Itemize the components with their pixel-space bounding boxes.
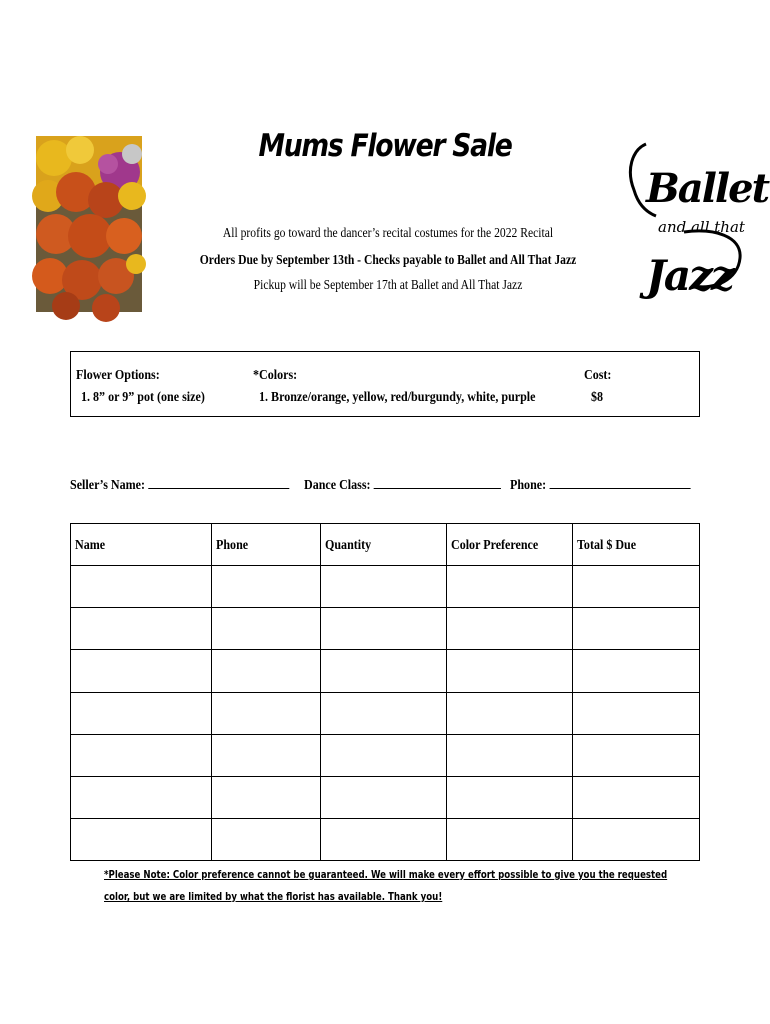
dance-class-label: Dance Class: [304, 478, 371, 493]
svg-text:and all that: and all that [658, 218, 745, 236]
color-cell[interactable] [447, 734, 573, 776]
name-cell[interactable] [71, 566, 212, 608]
pickup-line: Pickup will be September 17th at Ballet and All That Jazz [253, 277, 523, 292]
total-cell[interactable] [573, 692, 700, 734]
name-cell[interactable] [71, 734, 212, 776]
header-quantity: Quantity [321, 524, 447, 566]
order-table [70, 523, 700, 861]
total-cell[interactable] [573, 776, 700, 818]
total-cell[interactable] [573, 650, 700, 692]
header-name: Name [71, 524, 212, 566]
flower-options-box [70, 351, 700, 417]
color-cell[interactable] [447, 566, 573, 608]
flower-options-item: 1. 8” or 9” pot (one size) [81, 390, 205, 405]
color-cell[interactable] [447, 608, 573, 650]
quantity-cell[interactable] [321, 776, 447, 818]
phone-cell[interactable] [211, 566, 321, 608]
dance-class-blank[interactable] [374, 476, 501, 489]
phone-cell[interactable] [211, 776, 321, 818]
name-cell[interactable] [71, 650, 212, 692]
total-cell[interactable] [573, 818, 700, 860]
total-cell[interactable] [573, 608, 700, 650]
quantity-cell[interactable] [321, 650, 447, 692]
name-cell[interactable] [71, 608, 212, 650]
total-cell[interactable] [573, 566, 700, 608]
table-row[interactable] [71, 818, 700, 860]
colors-label: *Colors: [253, 368, 298, 383]
cost-label: Cost: [584, 368, 612, 383]
color-cell[interactable] [447, 818, 573, 860]
color-preference-note: *Please Note: Color preference cannot be guaranteed. We will make every effort possible to give you the requested color, but we are limited by what the florist has available. Thank you! [104, 869, 668, 903]
total-cell[interactable] [573, 734, 700, 776]
header-total-due: Total $ Due [573, 524, 700, 566]
table-row[interactable] [71, 734, 700, 776]
flower-options-label: Flower Options: [76, 368, 160, 383]
orders-due-line: Orders Due by September 13th - Checks payable to Ballet and All That Jazz [199, 252, 577, 267]
quantity-cell[interactable] [321, 566, 447, 608]
color-cell[interactable] [447, 776, 573, 818]
name-cell[interactable] [71, 692, 212, 734]
quantity-cell[interactable] [321, 734, 447, 776]
phone-cell[interactable] [211, 608, 321, 650]
seller-name-label: Seller’s Name: [70, 478, 145, 493]
phone-cell[interactable] [211, 818, 321, 860]
name-cell[interactable] [71, 776, 212, 818]
phone-label: Phone: [510, 478, 547, 493]
quantity-cell[interactable] [321, 692, 447, 734]
phone-cell[interactable] [211, 650, 321, 692]
phone-cell[interactable] [211, 734, 321, 776]
svg-text:Ballet: Ballet [646, 165, 769, 212]
phone-blank[interactable] [549, 476, 690, 489]
header-color-preference: Color Preference [447, 524, 573, 566]
quantity-cell[interactable] [321, 608, 447, 650]
table-row[interactable] [71, 650, 700, 692]
quantity-cell[interactable] [321, 818, 447, 860]
table-row[interactable] [71, 776, 700, 818]
name-cell[interactable] [71, 818, 212, 860]
page-title: Mums Flower Sale [258, 128, 512, 164]
color-cell[interactable] [447, 650, 573, 692]
table-row[interactable] [71, 608, 700, 650]
dance-class-field[interactable] [304, 476, 501, 494]
table-row[interactable] [71, 692, 700, 734]
svg-text:Jazz: Jazz [646, 251, 733, 300]
header-phone: Phone [211, 524, 321, 566]
cost-value: $8 [591, 390, 604, 405]
colors-item: 1. Bronze/orange, yellow, red/burgundy, white, purple [259, 390, 536, 405]
color-cell[interactable] [447, 692, 573, 734]
profits-line: All profits go toward the dancer’s recital costumes for the 2022 Recital [222, 225, 554, 240]
table-header-row [71, 524, 700, 566]
phone-field[interactable] [510, 476, 690, 494]
seller-name-field[interactable] [70, 476, 289, 494]
phone-cell[interactable] [211, 692, 321, 734]
table-row[interactable] [71, 566, 700, 608]
seller-name-blank[interactable] [148, 476, 289, 489]
